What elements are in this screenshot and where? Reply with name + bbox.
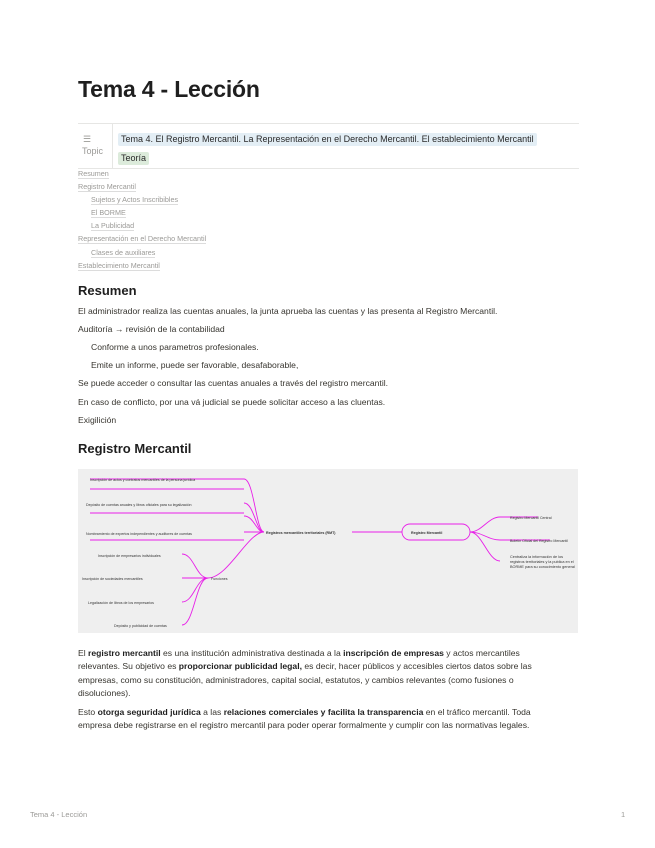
- toc-item-representacion[interactable]: Representación en el Derecho Mercantil: [78, 234, 207, 244]
- resumen-line-1: El administrador realiza las cuentas anuales, la junta aprueba las cuentas y las presenta al Registro Mercantil.: [78, 306, 498, 316]
- mindmap-center-label: Registros mercantiles territoriales (RMT): [266, 531, 336, 535]
- branch-upper-2: [244, 503, 264, 532]
- topic-property-label: Topic: [82, 146, 104, 156]
- toc-item-registro-mercantil[interactable]: Registro Mercantil: [78, 182, 136, 192]
- page-title: Tema 4 - Lección: [78, 76, 260, 102]
- bold-run-3: inscripción de empresas: [343, 648, 444, 658]
- text-run-6: es decir, hacer públicos y accesibles ciertos datos sobre las empresas, como su constitución, administradores, capital social, estatutos, y cambios relevantes (como fusiones o disoluciones).: [78, 661, 532, 699]
- mindmap-left-lower-4: Depósito y publicidad de cuentas: [114, 624, 167, 628]
- toc-item-sujetos[interactable]: Sujetos y Actos Inscribibles: [91, 195, 179, 205]
- toc-item-establecimiento[interactable]: Establecimiento Mercantil: [78, 260, 160, 270]
- mindmap-branches: [90, 479, 550, 625]
- resumen-line-6: En caso de conflicto, por una vá judicial se puede solicitar acceso a las cluentas.: [78, 397, 386, 407]
- bold-run-5: proporcionar publicidad legal,: [178, 661, 302, 672]
- mindmap-left-upper-3: Nombramiento de expertos independientes y auditores de cuentas: [86, 532, 192, 536]
- paragraph-registro-2: [78, 706, 563, 733]
- heading-registro-mercantil: Registro Mercantil: [78, 441, 192, 456]
- mindmap-root-label: Registro Mercantil: [411, 531, 443, 535]
- properties-block: [78, 123, 579, 169]
- resumen-line-7: Exigilición: [78, 415, 117, 425]
- bold-run-1: otorga seguridad jurídica: [97, 707, 201, 717]
- topic-property-key[interactable]: [78, 124, 113, 168]
- footer-title: Tema 4 - Lección: [30, 810, 88, 819]
- mindmap-left-upper-1: Inscripción de actos y contratos mercantiles de la persona jurídica: [90, 478, 196, 482]
- mindmap-left-lower-2: Inscripción de sociedades mercantiles: [82, 577, 143, 581]
- mindmap-right-2: Boletín Oficial del Registro Mercantil: [510, 539, 568, 543]
- topic-property-values: [118, 129, 537, 166]
- branch-lower-1: [182, 554, 208, 578]
- mindmap-svg: [78, 469, 578, 633]
- branch-lower-3: [182, 578, 208, 602]
- mindmap-image: [78, 469, 578, 633]
- text-run-2: a las: [200, 707, 224, 717]
- bold-run-1: registro mercantil: [88, 648, 161, 658]
- toc-item-borme[interactable]: El BORME: [91, 208, 126, 218]
- mindmap-left-lower-1: Inscripción de empresarios individuales: [98, 554, 161, 558]
- topic-tag[interactable]: Tema 4. El Registro Mercantil. La Representación en el Derecho Mercantil. El establecimiento Mercantil: [118, 133, 537, 146]
- text-run-2: es una institución administrativa destinada a la: [160, 648, 344, 658]
- footer-page-number: 1: [621, 810, 626, 819]
- resumen-line-2: Auditoría → revisión de la contabilidad: [78, 324, 225, 334]
- mindmap-right-1: Registro Mercantil Central: [510, 516, 552, 520]
- list-icon: ☰: [83, 134, 92, 144]
- resumen-line-4: Emite un informe, puede ser favorable, desafaborable,: [91, 360, 299, 370]
- paragraph-registro-1: [78, 647, 563, 701]
- toc-item-clases-auxiliares[interactable]: Clases de auxiliares: [91, 247, 156, 257]
- bold-run-3: relaciones comerciales y facilita la transparencia: [223, 707, 424, 717]
- mindmap-right-3: Centraliza la información de los registros territoriales y la publica en el BORME para su conocimiento general: [510, 555, 575, 570]
- table-of-contents: [78, 167, 206, 272]
- heading-resumen: Resumen: [78, 283, 137, 298]
- branch-center-secondary: [208, 532, 264, 578]
- text-run-0: Esto: [78, 707, 98, 717]
- text-run-4: en el tráfico mercantil. Toda empresa debe registrarse en el registro mercantil para poder operar formalmente y cumplir con las normativas legales.: [78, 707, 531, 731]
- mindmap-right-3-box: [510, 555, 576, 601]
- mindmap-left-upper-2: Depósito de cuentas anuales y libros oficiales para su legalización: [86, 503, 192, 507]
- type-tag[interactable]: Teoría: [118, 152, 149, 165]
- mindmap-left-lower-3: Legalización de libros de los empresarios: [88, 601, 154, 605]
- text-run-4: y actos mercantiles relevantes. Su objetivo es: [78, 648, 520, 672]
- toc-item-publicidad[interactable]: La Publicidad: [91, 221, 135, 231]
- resumen-line-3: Conforme a unos parametros profesionales.: [91, 342, 259, 352]
- mindmap-secondary-label: Funciones: [211, 577, 228, 581]
- text-run-0: El: [78, 648, 89, 658]
- mindmap-labels: [82, 478, 576, 628]
- toc-item-resumen[interactable]: Resumen: [78, 169, 109, 178]
- resumen-line-5: Se puede acceder o consultar las cuentas anuales a través del registro mercantil.: [78, 378, 389, 388]
